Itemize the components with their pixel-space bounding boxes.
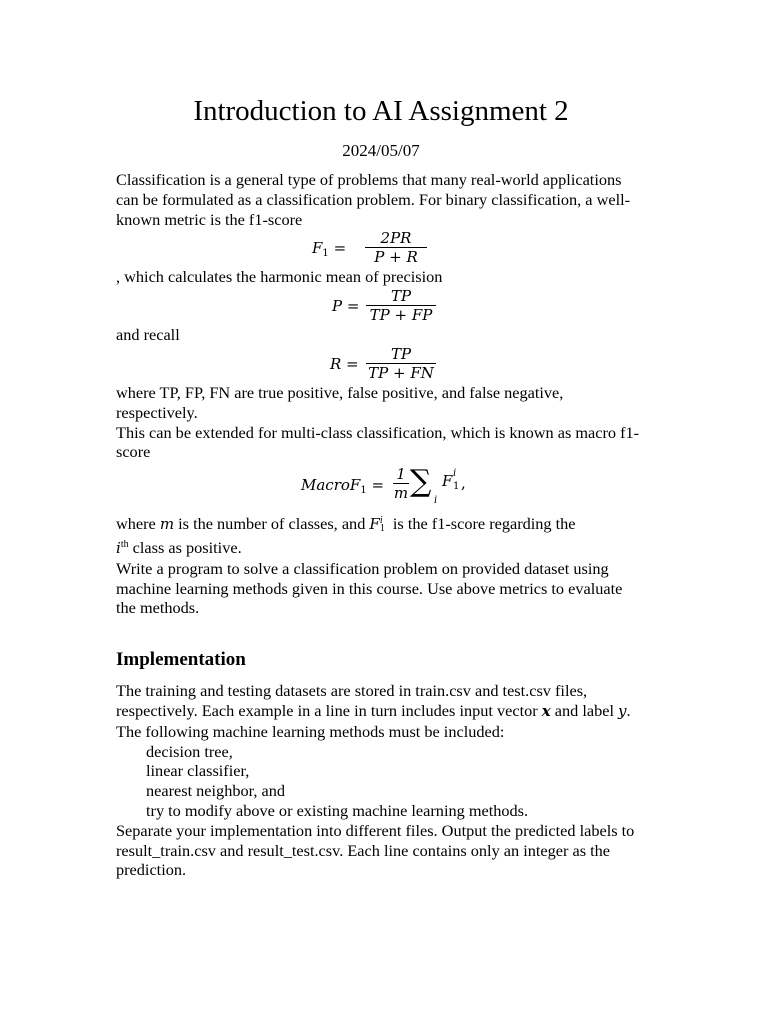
f1-fraction xyxy=(365,230,427,267)
macro-denominator: m xyxy=(393,484,409,503)
method-item: try to modify above or existing machine learning methods. xyxy=(146,800,529,820)
precision-numerator: TP xyxy=(390,287,412,306)
macro-lhs: MacroF xyxy=(301,476,361,495)
document-body xyxy=(116,93,646,880)
precision-denominator: TP + FP xyxy=(369,306,433,325)
macro-trailing-comma: , xyxy=(461,474,466,493)
f1-numerator: 2PR xyxy=(380,229,412,248)
y-symbol: y xyxy=(618,701,627,720)
macro-fraction xyxy=(393,466,409,503)
summation-symbol: ∑ xyxy=(410,464,432,500)
tp-definition-paragraph: where TP, FP, FN are true positive, false positive, and false negative, respectively. xyxy=(116,382,564,422)
harmonic-paragraph: , which calculates the harmonic mean of precision xyxy=(116,267,443,287)
output-paragraph: Separate your implementation into different files. Output the predicted labels to result_train.csv and result_test.csv. Each line contains only an integer as the prediction. xyxy=(116,820,635,880)
f1i-scripts: i 1 xyxy=(379,515,385,535)
dataset-paragraph: The training and testing datasets are stored in train.csv and test.csv files, respectively. Each example in a line in turn includes input vector x and label y. xyxy=(116,681,631,720)
macro-term-sub: 1 xyxy=(453,481,460,493)
methods-intro: The following machine learning methods must be included: xyxy=(116,721,505,741)
macro-f1-equation xyxy=(116,462,646,514)
intro-paragraph: Classification is a general type of problems that many real-world applications can be formulated as a classification problem. For binary classification, a well-known metric is the f1-score xyxy=(116,170,631,229)
recall-denominator: TP + FN xyxy=(368,363,434,382)
document-date: 2024/05/07 xyxy=(342,141,420,160)
x-symbol: x xyxy=(541,701,551,720)
th-superscript: th xyxy=(120,538,129,550)
method-item: nearest neighbor, and xyxy=(146,781,286,801)
recall-equation xyxy=(116,345,646,383)
implementation-heading: Implementation xyxy=(116,649,246,671)
assignment-paragraph: Write a program to solve a classification problem on provided dataset using machine learning methods given in this course. Use above metrics to evaluate the methods. xyxy=(116,558,623,618)
macro-numerator: 1 xyxy=(396,465,406,484)
where-m-paragraph: where m is the number of classes, and F i 1 is the f1-score regarding the $i^{th}$ class as positive. xyxy=(116,514,576,557)
macro-eq-sign: = xyxy=(366,476,385,495)
f1-equation xyxy=(116,229,646,267)
i-symbol: i xyxy=(116,538,121,557)
method-item: decision tree, xyxy=(146,741,233,761)
recall-paragraph: and recall xyxy=(116,325,180,345)
recall-numerator: TP xyxy=(390,344,412,363)
m-symbol: m xyxy=(159,515,175,534)
document-title: Introduction to AI Assignment 2 xyxy=(193,95,569,127)
precision-lhs: P = xyxy=(332,297,360,316)
f1-eq-sign: = xyxy=(328,239,347,258)
recall-lhs: R = xyxy=(330,354,359,373)
method-item: linear classifier, xyxy=(146,761,250,781)
f1-lhs: F xyxy=(312,239,323,258)
summation-index: i xyxy=(434,495,438,507)
f1-denominator: P + R xyxy=(374,248,418,267)
macro-lhs-sub: 1 xyxy=(360,485,367,497)
macro-term: F xyxy=(442,472,453,491)
macro-term-sup: i xyxy=(453,468,457,480)
recall-fraction xyxy=(366,346,436,383)
f1i-symbol: F xyxy=(369,515,380,534)
f1-lhs-sub: 1 xyxy=(322,248,329,260)
precision-equation xyxy=(116,287,646,325)
precision-fraction xyxy=(366,288,436,325)
macro-intro-paragraph: This can be extended for multi-class classification, which is known as macro f1-score xyxy=(116,422,640,462)
